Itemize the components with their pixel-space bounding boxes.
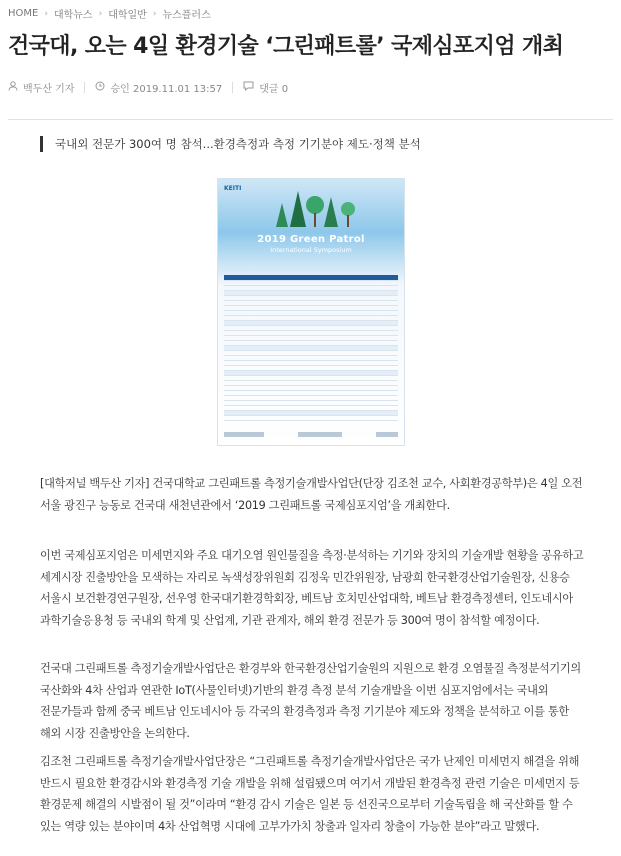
breadcrumb-item[interactable]: 대학일반 bbox=[108, 10, 147, 21]
clock-icon bbox=[95, 81, 105, 94]
poster-subtitle: International Symposium bbox=[270, 246, 352, 254]
poster-logo: KEITI bbox=[224, 185, 242, 192]
approved-info bbox=[95, 80, 222, 95]
author-name[interactable]: 백두산 기자 bbox=[23, 84, 75, 95]
article-paragraph: 김조천 그린패트롤 측정기술개발사업단장은 “그린패트롤 측정기술개발사업단은 국가 난제인 미세먼지 해결을 위해 반드시 필요한 환경감시와 환경측정 기술 개발을 위해 설립됐으며 여기서 개발된 환경측정 관련 기술은 미세먼지 등 환경문제 해결의 시발점이 될 것”이라며 “환경 감시 기술은 일본 등 선진국으로부터 기술독립을 해 국산화를 할 수 있는 역량 있는 분야이며 4차 산업혁명 시대에 고부가가치 창출과 일자리 창출이 가능한 분야”라고 말했다. bbox=[40, 755, 580, 833]
breadcrumb-item[interactable]: 뉴스플러스 bbox=[162, 10, 211, 21]
article-meta bbox=[8, 80, 288, 95]
poster-sponsor-logos bbox=[224, 430, 398, 439]
chevron-right-icon: › bbox=[98, 8, 103, 19]
poster-program-table bbox=[224, 275, 398, 421]
approved-time: 승인 2019.11.01 13:57 bbox=[110, 84, 223, 95]
article-paragraph: [대학저널 백두산 기자] 건국대학교 그린패트롤 측정기술개발사업단(단장 김조천 교수, 사회환경공학부)은 4일 오전 서울 광진구 능동로 건국대 새천년관에서 ‘2019 그린패트롤 국제심포지엄’을 개최한다. bbox=[40, 477, 583, 512]
author-info bbox=[8, 80, 74, 95]
divider bbox=[8, 119, 613, 120]
article-paragraph: 건국대 그린패트롤 측정기술개발사업단은 환경부와 한국환경산업기술원의 지원으로 환경 오염물질 측정분석기기의 국산화와 4차 산업과 연관한 IoT(사물인터넷)기반의 환경 측정 분석 기술개발을 이번 심포지엄에서는 국내외 전문가들과 함께 중국 베트남 인도네시아 등 각국의 환경측정과 측정 기기분야 제도와 정책을 분석하고 이를 통한 해외 시장 진출방안을 논의한다. bbox=[40, 662, 581, 740]
comment-count[interactable]: 댓글 0 bbox=[259, 84, 289, 95]
trees-illustration bbox=[268, 183, 358, 227]
symposium-poster-image[interactable] bbox=[217, 178, 405, 446]
divider bbox=[84, 82, 85, 93]
article-paragraph: 이번 국제심포지엄은 미세먼지와 주요 대기오염 원인물질을 측정·분석하는 기기와 장치의 기술개발 현황을 공유하고 세계시장 진출방안을 모색하는 자리로 녹색성장위원회 김정욱 민간위원장, 남광희 한국환경산업기술원장, 신용승 서울시 보건환경연구원장, 선우영 한국대기환경학회장, 베트남 호치민산업대학, 베트남 환경측정센터, 인도네시아 과학기술응용청 등 국내외 학계 및 산업계, 기관 관계자, 해외 환경 전문가 등 300여 명이 참석할 예정이다. bbox=[40, 549, 584, 627]
chevron-right-icon: › bbox=[44, 8, 48, 19]
chevron-right-icon: › bbox=[152, 8, 157, 19]
article-subheading: 국내외 전문가 300여 명 참석...환경측정과 측정 기기분야 제도·정책 분석 bbox=[40, 136, 421, 152]
poster-title: 2019 Green Patrol bbox=[257, 234, 365, 245]
comments-info[interactable] bbox=[243, 80, 288, 95]
comment-icon bbox=[243, 81, 254, 94]
breadcrumb-item[interactable]: 대학뉴스 bbox=[53, 10, 93, 21]
breadcrumb bbox=[8, 6, 211, 21]
breadcrumb-home[interactable]: HOME bbox=[8, 8, 39, 19]
divider bbox=[232, 82, 233, 93]
user-icon bbox=[8, 81, 18, 94]
article-title: 건국대, 오는 4일 환경기술 ‘그린패트롤’ 국제심포지엄 개최 bbox=[8, 34, 564, 59]
